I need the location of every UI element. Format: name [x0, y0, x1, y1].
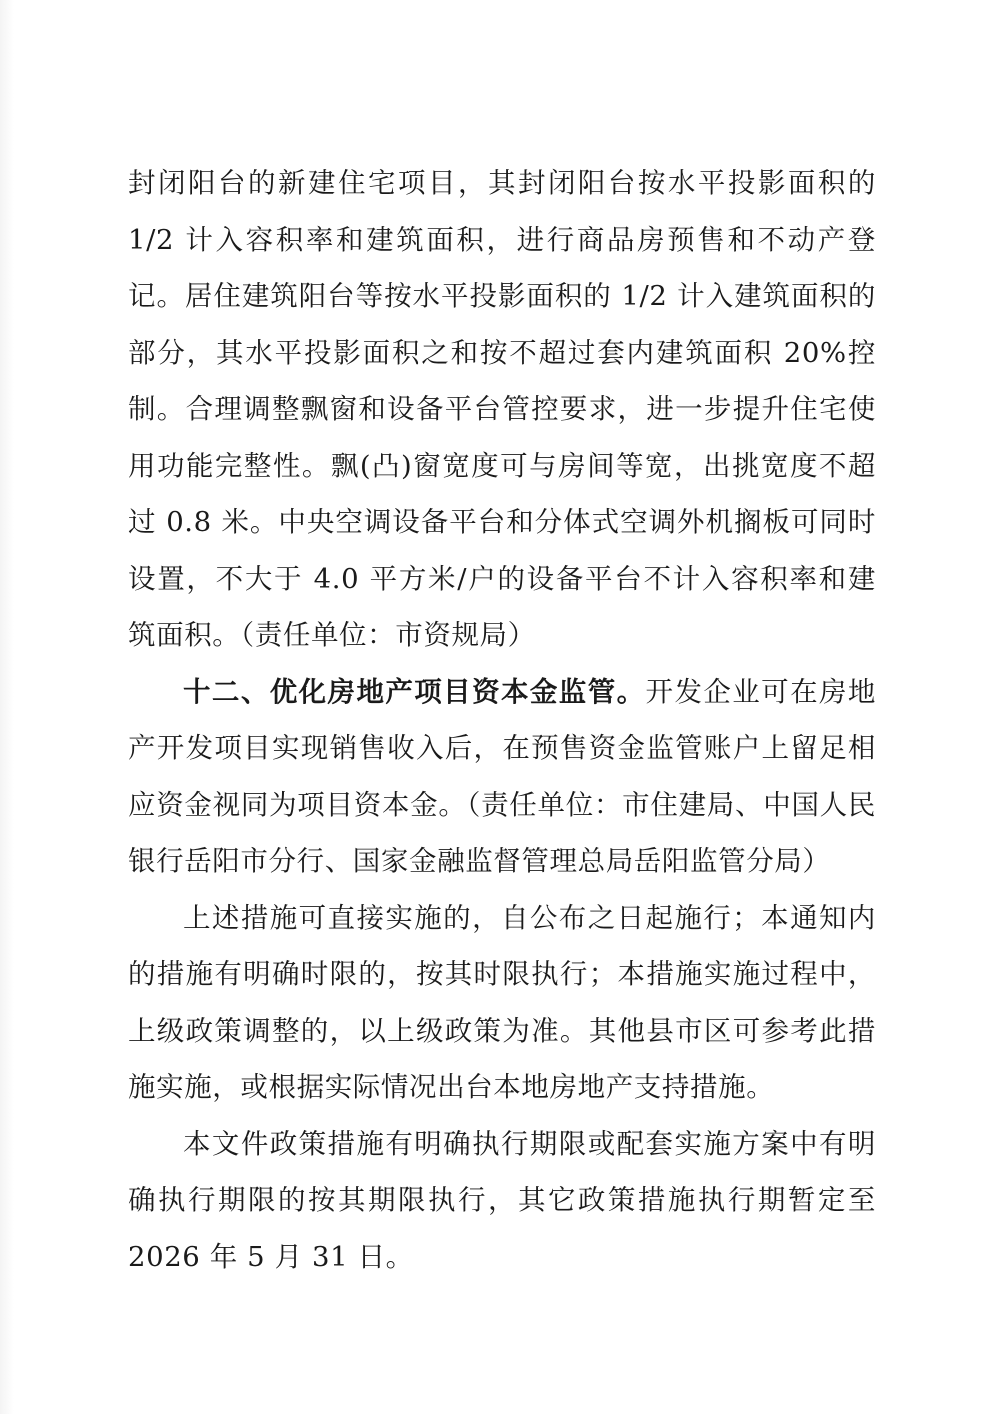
paragraph-validity-period: 本文件政策措施有明确执行期限或配套实施方案中有明确执行期限的按其期限执行，其它政策措施执行期暂定至 2026 年 5 月 31 日。	[128, 1127, 876, 1273]
paragraph-capital-supervision	[128, 664, 876, 890]
section-heading-twelve: 十二、优化房地产项目资本金监管。	[183, 675, 646, 708]
scan-edge-shadow	[0, 0, 14, 1414]
section-body-twelve: 开发企业可在房地产开发项目实现销售收入后，在预售资金监管账户上留足相应资金视同为项目资本金。（责任单位：市住建局、中国人民银行岳阳市分行、国家金融监督管理总局岳阳监管分局）	[128, 675, 876, 877]
paragraph-balcony-rules: 封闭阳台的新建住宅项目，其封闭阳台按水平投影面积的 1/2 计入容积率和建筑面积，进行商品房预售和不动产登记。居住建筑阳台等按水平投影面积的 1/2 计入建筑面积的部分，其水平投影面积之和按不超过套内建筑面积 20%控制。合理调整飘窗和设备平台管控要求，进一步提升住宅使用功能完整性。飘(凸)窗宽度可与房间等宽，出挑宽度不超过 0.8 米。中央空调设备平台和分体式空调外机搁板可同时设置，不大于 4.0 平方米/户的设备平台不计入容积率和建筑面积。（责任单位：市资规局）	[128, 167, 876, 651]
document-body	[128, 155, 876, 1285]
paragraph-implementation: 上述措施可直接实施的，自公布之日起施行；本通知内的措施有明确时限的，按其时限执行；本措施实施过程中，上级政策调整的，以上级政策为准。其他县市区可参考此措施实施，或根据实际情况出台本地房地产支持措施。	[128, 901, 876, 1103]
